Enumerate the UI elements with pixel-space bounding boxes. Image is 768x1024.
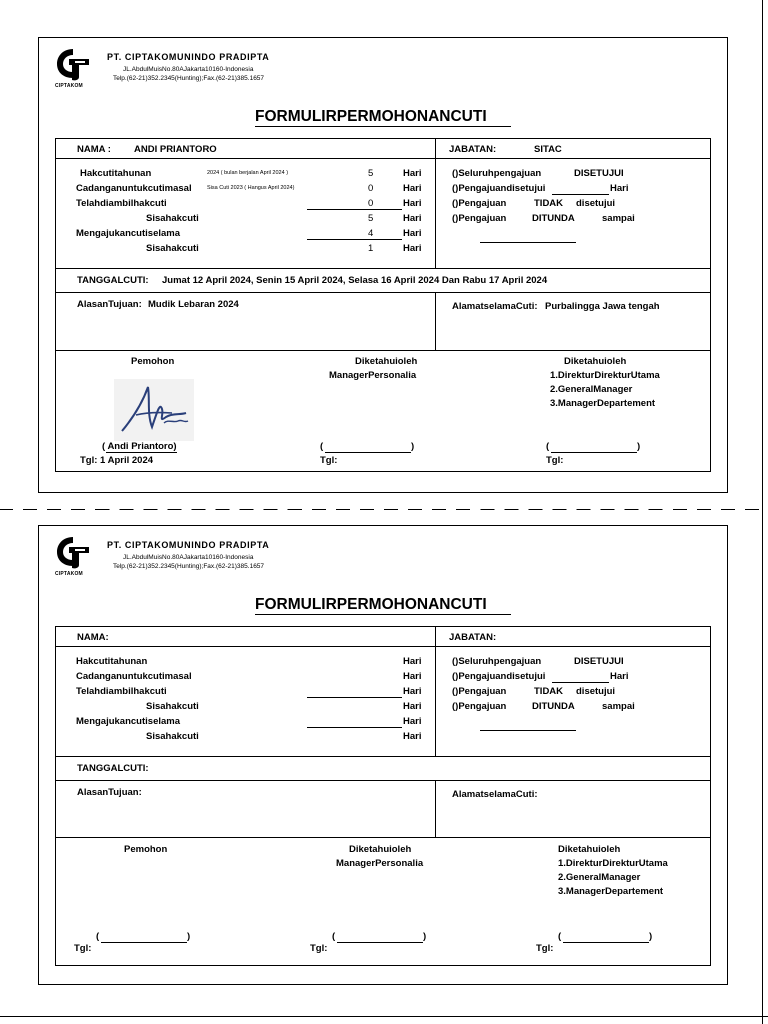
approver-3: 3.ManagerDepartement xyxy=(558,886,664,897)
tgl-label: Tgl: xyxy=(310,943,328,954)
opt1-label: ()Seluruhpengajuan xyxy=(452,656,542,667)
opt2-label: ()Pengajuandisetujui xyxy=(452,183,546,194)
telah-ambil-label: Telahdiambilhakcuti xyxy=(76,686,167,697)
tgl-label: Tgl: xyxy=(536,943,554,954)
alasan-value: Mudik Lebaran 2024 xyxy=(148,299,239,310)
opt4-status: DITUNDA xyxy=(532,213,575,224)
paren-open: ( xyxy=(320,441,324,452)
alamat-label: AlamatselamaCuti: xyxy=(452,301,538,312)
jabatan-value: SITAC xyxy=(534,144,562,155)
form-table xyxy=(55,626,711,966)
jabatan-label: JABATAN: xyxy=(449,144,497,155)
company-address: JL.AbdulMuisNo.80AJakarta10160-Indonesia xyxy=(123,554,254,561)
hari-label: Hari xyxy=(403,168,422,179)
opt2-label: ()Pengajuandisetujui xyxy=(452,671,546,682)
logo-text: CIPTAKOM xyxy=(55,83,83,89)
telah-ambil-label: Telahdiambilhakcuti xyxy=(76,198,167,209)
opt3-label: ()Pengajuan xyxy=(452,198,507,209)
alasan-label: AlasanTujuan: xyxy=(77,299,142,310)
tanggal-label: TANGGALCUTI: xyxy=(77,763,149,774)
company-name: PT. CIPTAKOMUNINDO PRADIPTA xyxy=(107,52,270,62)
hari-label: Hari xyxy=(403,671,422,682)
company-contact: Telp.(62-21)352.2345(Hunting);Fax.(62-21)385.1657 xyxy=(113,563,265,570)
approver-1: 1.DirekturDirekturUtama xyxy=(550,370,660,381)
opt3-text: disetujui xyxy=(576,198,616,209)
jabatan-label: JABATAN: xyxy=(449,632,497,643)
paren-open: ( xyxy=(546,441,550,452)
hari-label: Hari xyxy=(403,701,422,712)
company-contact: Telp.(62-21)352.2345(Hunting);Fax.(62-21)385.1657 xyxy=(113,75,265,82)
nama-label: NAMA: xyxy=(77,632,109,643)
opt1-status: DISETUJUI xyxy=(574,656,624,667)
paren-close: ) xyxy=(423,931,427,942)
hari-label: Hari xyxy=(403,228,422,239)
title-underline xyxy=(255,614,511,615)
leave-form-blank xyxy=(38,525,728,985)
mengajukan-label: Mengajukancutiselama xyxy=(76,716,181,727)
opt4-text: sampai xyxy=(602,701,635,712)
mengajukan-value: 4 xyxy=(368,228,374,239)
opt2-hari: Hari xyxy=(610,671,629,682)
pemohon-label: Pemohon xyxy=(131,356,175,367)
hak-cuti-note: 2024 ( bulan berjalan April 2024 ) xyxy=(207,170,289,176)
page-edge-bottom xyxy=(0,1016,768,1017)
opt4-label: ()Pengajuan xyxy=(452,701,507,712)
opt4-text: sampai xyxy=(602,213,635,224)
hak-cuti-value: 5 xyxy=(368,168,374,179)
signature-icon xyxy=(114,379,194,441)
alasan-label: AlasanTujuan: xyxy=(77,787,142,798)
tgl-label: Tgl: xyxy=(320,455,338,466)
hari-label: Hari xyxy=(403,213,422,224)
opt3-label: ()Pengajuan xyxy=(452,686,507,697)
telah-ambil-value: 0 xyxy=(368,198,374,209)
cadangan-label: Cadanganuntukcutimasal xyxy=(76,671,192,682)
hari-label: Hari xyxy=(403,198,422,209)
opt2-hari: Hari xyxy=(610,183,629,194)
sisa-label: Sisahakcuti xyxy=(146,731,199,742)
opt1-status: DISETUJUI xyxy=(574,168,624,179)
approver-3: 3.ManagerDepartement xyxy=(550,398,656,409)
sisa-label: Sisahakcuti xyxy=(146,213,199,224)
opt3-status: TIDAK xyxy=(534,686,564,697)
hari-label: Hari xyxy=(403,656,422,667)
paren-close: ) xyxy=(411,441,415,452)
tanggal-label: TANGGALCUTI: xyxy=(77,275,149,286)
leave-form-filled xyxy=(38,37,728,493)
form-title: FORMULIRPERMOHONANCUTI xyxy=(255,596,487,613)
cadangan-value: 0 xyxy=(368,183,374,194)
cadangan-note: Sisa Cuti 2023 ( Hangus April 2024) xyxy=(207,185,295,191)
paren-open: ( xyxy=(332,931,336,942)
hari-label: Hari xyxy=(403,716,422,727)
nama-value: ANDI PRIANTORO xyxy=(134,144,217,155)
manager-personalia-label: ManagerPersonalia xyxy=(329,370,417,381)
pemohon-date: Tgl: 1 April 2024 xyxy=(80,455,154,466)
hari-label: Hari xyxy=(403,183,422,194)
paren-close: ) xyxy=(187,931,191,942)
diketahui-label-2: Diketahuioleh xyxy=(564,356,627,367)
diketahui-label: Diketahuioleh xyxy=(355,356,418,367)
hari-label: Hari xyxy=(403,731,422,742)
logo-text: CIPTAKOM xyxy=(55,571,83,577)
approver-2: 2.GeneralManager xyxy=(550,384,633,395)
sisa-label: Sisahakcuti xyxy=(146,243,199,254)
title-underline xyxy=(255,126,511,127)
hari-label: Hari xyxy=(403,243,422,254)
approver-1: 1.DirekturDirekturUtama xyxy=(558,858,668,869)
paren-open: ( xyxy=(96,931,100,942)
opt4-status: DITUNDA xyxy=(532,701,575,712)
opt3-status: TIDAK xyxy=(534,198,564,209)
sisa-label: Sisahakcuti xyxy=(146,701,199,712)
tgl-label: Tgl: xyxy=(546,455,564,466)
alamat-value: Purbalingga Jawa tengah xyxy=(545,301,660,312)
pemohon-label: Pemohon xyxy=(124,844,168,855)
opt4-label: ()Pengajuan xyxy=(452,213,507,224)
paren-close: ) xyxy=(637,441,641,452)
manager-personalia-label: ManagerPersonalia xyxy=(336,858,424,869)
approver-2: 2.GeneralManager xyxy=(558,872,641,883)
page-edge-right xyxy=(762,0,763,1024)
cadangan-label: Cadanganuntukcutimasal xyxy=(76,183,192,194)
company-address: JL.AbdulMuisNo.80AJakarta10160-Indonesia xyxy=(123,66,254,73)
paren-close: ) xyxy=(649,931,653,942)
form-title: FORMULIRPERMOHONANCUTI xyxy=(255,108,487,125)
mengajukan-label: Mengajukancutiselama xyxy=(76,228,181,239)
hak-cuti-label: Hakcutitahunan xyxy=(80,168,152,179)
cut-line xyxy=(0,509,768,510)
diketahui-label-2: Diketahuioleh xyxy=(558,844,621,855)
form-table xyxy=(55,138,711,472)
paren-open: ( xyxy=(558,931,562,942)
company-name: PT. CIPTAKOMUNINDO PRADIPTA xyxy=(107,540,270,550)
sisa2-value: 1 xyxy=(368,243,374,254)
opt3-text: disetujui xyxy=(576,686,616,697)
alamat-label: AlamatselamaCuti: xyxy=(452,789,538,800)
tanggal-value: Jumat 12 April 2024, Senin 15 April 2024, Selasa 16 April 2024 Dan Rabu 17 April 2024 xyxy=(162,275,548,286)
tgl-label: Tgl: xyxy=(74,943,92,954)
diketahui-label: Diketahuioleh xyxy=(349,844,412,855)
nama-label: NAMA : xyxy=(77,144,111,155)
hari-label: Hari xyxy=(403,686,422,697)
hak-cuti-label: Hakcutitahunan xyxy=(76,656,148,667)
pemohon-name: ( Andi Priantoro) xyxy=(102,441,177,452)
sisa1-value: 5 xyxy=(368,213,374,224)
opt1-label: ()Seluruhpengajuan xyxy=(452,168,542,179)
